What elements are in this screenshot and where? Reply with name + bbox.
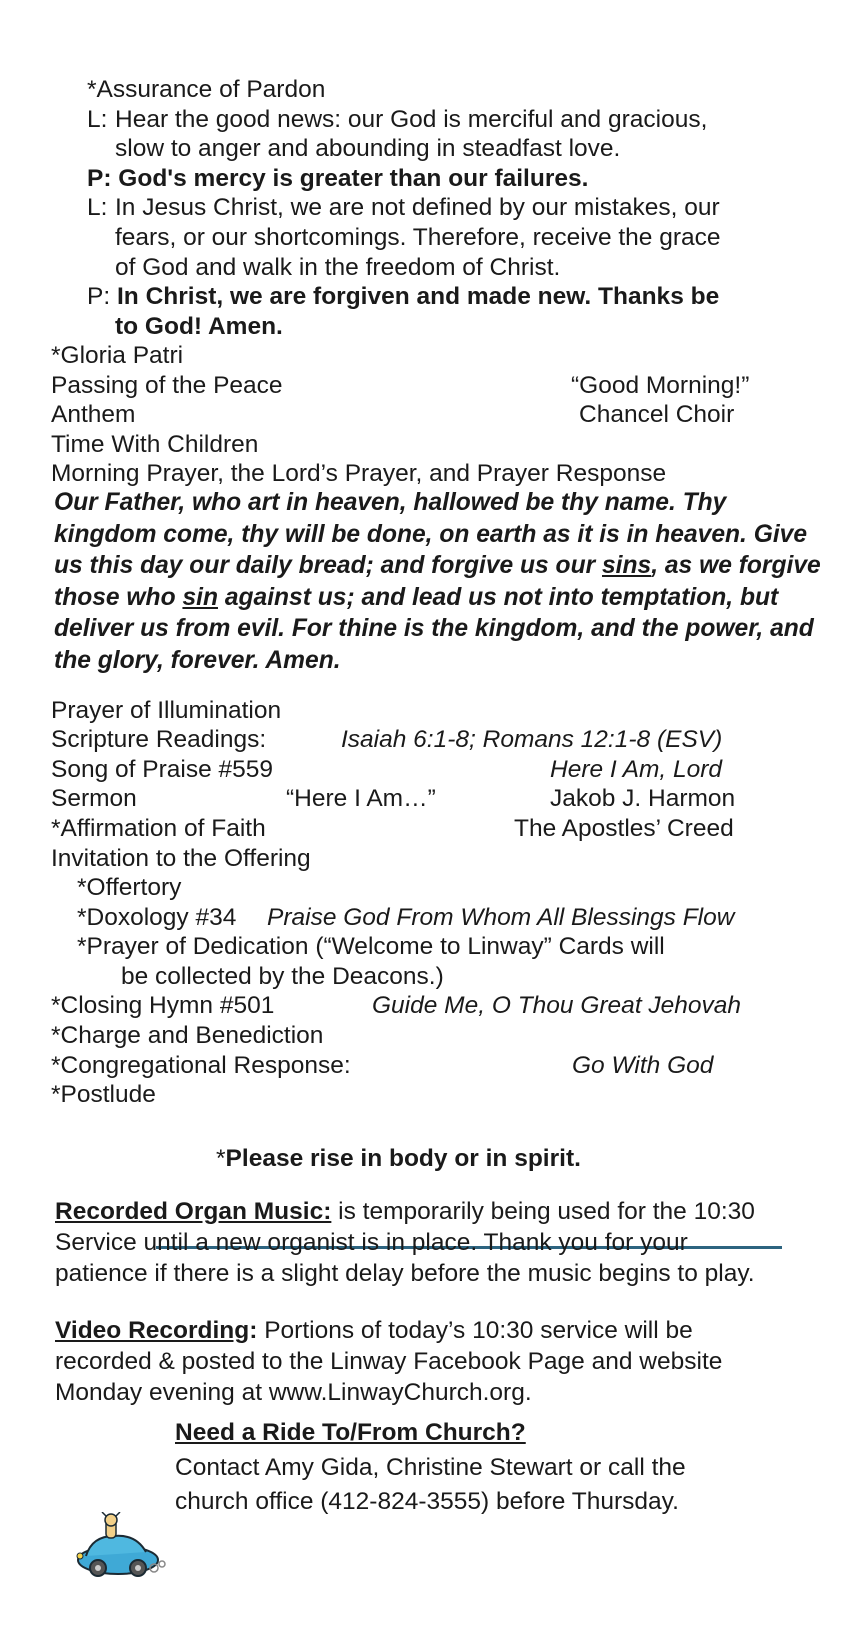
anthem: Anthem — [51, 401, 136, 428]
organ-text: is temporarily being used for the 10:30 Service until a new organist is in place. Thank you for your patience if there is a slight delay before the music begins to play. — [55, 1198, 755, 1288]
leader-line-1-text: Hear the good news: our God is merciful and gracious, — [115, 106, 708, 133]
scripture-reference: Isaiah 6:1-8; Romans 12:1-8 (ESV) — [341, 726, 723, 753]
ride-heading: Need a Ride To/From Church? — [175, 1419, 526, 1446]
anthem-note: Chancel Choir — [579, 401, 735, 428]
doxology: *Doxology #34 — [77, 904, 237, 931]
prayer-text-3: against us; and lead us not into temptation, but deliver us from evil. For thine is the kingdom, and the power, and the glory, forever. Amen. — [54, 583, 814, 674]
rise-text: Please rise in body or in spirit. — [225, 1145, 581, 1172]
doxology-title: Praise God From Whom All Blessings Flow — [267, 904, 735, 931]
people-response-2-cont: to God! Amen. — [115, 313, 283, 340]
creed: The Apostles’ Creed — [514, 815, 734, 842]
prayer-text-2: , as we forgive those who — [54, 552, 821, 611]
leader-line-1 — [87, 104, 107, 135]
assurance-title: *Assurance of Pardon — [87, 76, 326, 103]
video-heading: Video Recording — [55, 1317, 250, 1344]
closing-hymn: *Closing Hymn #501 — [51, 992, 275, 1019]
leader-line-1-cont: slow to anger and abounding in steadfast love. — [115, 135, 621, 162]
rise-star: * — [216, 1145, 226, 1172]
time-with-children: Time With Children — [51, 431, 259, 458]
gloria-patri: *Gloria Patri — [51, 342, 184, 369]
offertory: *Offertory — [77, 874, 182, 901]
prayer-word-sin: sin — [182, 583, 218, 611]
response-title: Go With God — [572, 1052, 714, 1079]
lords-prayer — [54, 487, 834, 676]
postlude: *Postlude — [51, 1081, 156, 1108]
prayer-heading: Morning Prayer, the Lord’s Prayer, and Prayer Response — [51, 460, 667, 487]
ride-line-2: church office (412-824-3555) before Thursday. — [175, 1488, 679, 1515]
leader-prefix: L: — [87, 106, 108, 133]
sermon-title: “Here I Am…” — [286, 785, 436, 812]
song-of-praise: Song of Praise #559 — [51, 756, 274, 783]
leader-prefix-2: L: — [87, 194, 108, 221]
peace-note: “Good Morning!” — [571, 372, 750, 399]
passing-of-peace: Passing of the Peace — [51, 372, 283, 399]
sermon: Sermon — [51, 785, 137, 812]
leader-line-2-text: In Jesus Christ, we are not defined by our mistakes, our — [115, 194, 720, 221]
invitation-offering: Invitation to the Offering — [51, 845, 311, 872]
people-prefix-2: P: — [87, 283, 111, 310]
leader-line-2-cont2: of God and walk in the freedom of Christ. — [115, 254, 561, 281]
charge-benediction: *Charge and Benediction — [51, 1022, 324, 1049]
prayer-of-dedication: *Prayer of Dedication (“Welcome to Linway” Cards will — [77, 933, 665, 960]
prayer-of-illumination: Prayer of Illumination — [51, 697, 282, 724]
organ-heading: Recorded Organ Music: — [55, 1198, 332, 1225]
people-response-2: In Christ, we are forgiven and made new. Thanks be — [117, 283, 720, 310]
prayer-word-sins: sins — [602, 552, 652, 579]
prayer-of-dedication-cont: be collected by the Deacons.) — [121, 963, 444, 990]
people-response-1: P: God's mercy is greater than our failures. — [87, 165, 589, 192]
video-text: Portions of today’s 10:30 service will be recorded & posted to the Linway Facebook Page and website Monday evening at www.LinwayChurch.org. — [55, 1317, 723, 1407]
rise-note — [216, 1143, 581, 1174]
leader-line-2-cont: fears, or our shortcomings. Therefore, receive the grace — [115, 224, 721, 251]
scripture-readings: Scripture Readings: — [51, 726, 267, 753]
video-announcement — [55, 1315, 755, 1409]
ride-line-1: Contact Amy Gida, Christine Stewart or call the — [175, 1454, 686, 1481]
affirmation-of-faith: *Affirmation of Faith — [51, 815, 266, 842]
closing-hymn-title: Guide Me, O Thou Great Jehovah — [372, 992, 742, 1019]
organ-announcement — [55, 1196, 755, 1290]
video-colon: : — [249, 1317, 258, 1344]
sermon-preacher: Jakob J. Harmon — [550, 785, 736, 812]
cartoon-car-icon — [72, 1512, 168, 1578]
congregational-response: *Congregational Response: — [51, 1052, 351, 1079]
prayer-text-1: Our Father, who art in heaven, hallowed be thy name. Thy kingdom come, thy will be done, on earth as it is in heaven. Give us this day our daily bread; and forgive us our — [54, 489, 808, 579]
song-title: Here I Am, Lord — [550, 756, 723, 783]
